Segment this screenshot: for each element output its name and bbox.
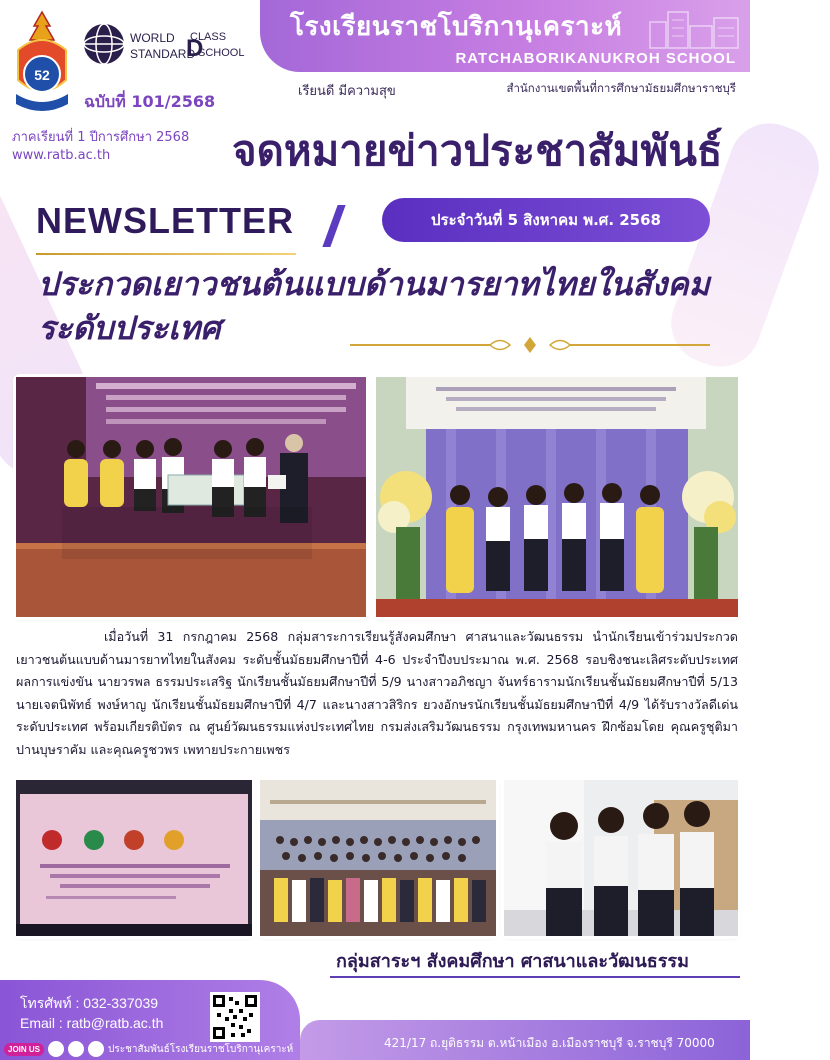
headline-line-1: ประกวดเยาวชนต้นแบบด้านมารยาทไทยในสังคม: [38, 265, 710, 303]
semester-label: ภาคเรียนที่ 1 ปีการศึกษา 2568: [12, 130, 190, 145]
article-body: เมื่อวันที่ 31 กรกฎาคม 2568 กลุ่มสาระการเรียนรู้สังคมศึกษา ศาสนาและวัฒนธรรม นำนักเรียนเข้าร่วมประกวดเยาวชนต้นแบบด้านมารยาทไทยในสังคม ระดับชั้นมัธยมศึกษาปีที่ 4-6 ประจำปีงบประมาณ พ.ศ. 2568 รอบชิงชนะเลิศระดับประเทศ ผลการแข่งขัน นายวรพล ธรรมประเสริฐ นักเรียนชั้นมัธยมศึกษาปีที่ 5/9 นางสาวอภิชญา จันทร์ธารามนักเรียนชั้นมัธยมศึกษาปีที่ 5/13 นายเจตนิพัทธ์ พงษ์หาญ นักเรียนชั้นมัธยมศึกษาปีที่ 4/7 และนางสาวสิริกร ยวงอักษรนักเรียนชั้นมัธยมศึกษาปีที่ 4/9 ได้รับรางวัลดีเด่น ระดับประเทศ พร้อมเกียรติบัตร ณ ศูนย์วัฒนธรรมแห่งประเทศไทย กรมส่งเสริมวัฒนธรรม กรุงเทพมหานคร ฝึกซ้อมโดย คุณครูชุติมา ปานบุษราคัม และคุณครูชวพร เพทายประกายเพชร: [16, 629, 738, 757]
photo-presentation-screen: [16, 780, 252, 936]
svg-text:WORLD: WORLD: [130, 31, 175, 45]
school-building-icon: [650, 8, 740, 48]
join-us-badge[interactable]: JOIN US: [4, 1043, 44, 1056]
svg-text:D: D: [186, 35, 204, 62]
svg-text:STANDARD: STANDARD: [130, 47, 196, 61]
school-emblem-logo: [10, 10, 74, 120]
school-motto: เรียนดี มีความสุข: [298, 84, 396, 99]
pr-icon[interactable]: [88, 1041, 104, 1057]
photo-students-group: [504, 780, 738, 936]
gold-ornament-divider: [350, 336, 710, 354]
email-address[interactable]: Email : ratb@ratb.ac.th: [20, 1015, 164, 1031]
department-name: กลุ่มสาระฯ สังคมศึกษา ศาสนาและวัฒนธรรม: [336, 951, 689, 972]
issue-number: ฉบับที่ 101/2568: [84, 92, 216, 111]
line-icon[interactable]: [68, 1041, 84, 1057]
world-class-standard-school-logo: [82, 18, 245, 74]
photo-audience-hall: [260, 780, 496, 936]
pr-page-name: ประชาสัมพันธ์โรงเรียนราชโบริกานุเคราะห์: [108, 1043, 294, 1055]
newsletter-label: NEWSLETTER: [36, 200, 294, 241]
photo-award-stage: [16, 377, 366, 617]
headline-line-2: ระดับประเทศ: [38, 309, 221, 347]
education-office: สำนักงานเขตพื้นที่การศึกษามัธยมศึกษาราชบุรี: [506, 81, 736, 95]
qr-code[interactable]: [210, 992, 260, 1042]
school-name-english: RATCHABORIKANUKROH SCHOOL: [455, 50, 736, 67]
slash-divider: [322, 205, 345, 247]
svg-text:52: 52: [34, 67, 50, 83]
phone-number[interactable]: โทรศัพท์ : 032-337039: [20, 995, 159, 1011]
website-link[interactable]: www.ratb.ac.th: [12, 148, 111, 163]
school-name-thai: โรงเรียนราชโบริกานุเคราะห์: [290, 12, 623, 42]
facebook-icon[interactable]: [48, 1041, 64, 1057]
svg-text:CLASS: CLASS: [190, 31, 227, 43]
gold-divider: [36, 253, 296, 255]
photo-group-backdrop: [376, 377, 738, 617]
date-badge: ประจำวันที่ 5 สิงหาคม พ.ศ. 2568: [382, 198, 710, 242]
svg-text:SCHOOL: SCHOOL: [198, 47, 245, 59]
main-title: จดหมายข่าวประชาสัมพันธ์: [232, 126, 723, 175]
join-us-row: [4, 1040, 293, 1058]
footer-divider: [330, 976, 740, 978]
school-address: 421/17 ถ.ยุติธรรม ต.หน้าเมือง อ.เมืองราชบุรี จ.ราชบุรี 70000: [384, 1036, 715, 1050]
